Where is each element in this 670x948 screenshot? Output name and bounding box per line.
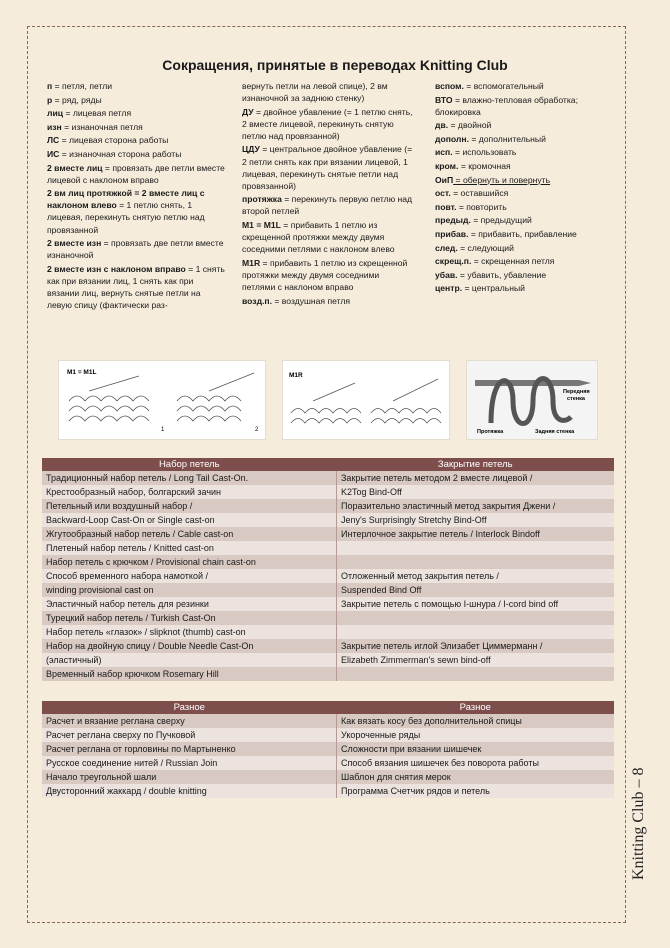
table-cell-right: Как вязать косу без дополнительной спицы bbox=[337, 714, 615, 728]
abbrev-term: предыд. bbox=[435, 215, 471, 226]
abbrev-term: исп. bbox=[435, 147, 453, 158]
abbrev-definition: = лицевая сторона работы bbox=[59, 135, 169, 146]
abbrev-definition: = влажно-тепловая обработка; блокировка bbox=[435, 94, 578, 117]
abbrev-term: ОиП bbox=[435, 174, 454, 185]
illus-label-m1r: M1R bbox=[289, 372, 303, 379]
abbrev-entry bbox=[47, 263, 227, 311]
abbrev-entry bbox=[47, 187, 227, 235]
abbrev-term: ост. bbox=[435, 188, 451, 199]
abbrev-entry bbox=[435, 174, 605, 186]
table-cell-right: K2Tog Bind-Off bbox=[337, 485, 615, 499]
table2-header-right: Разное bbox=[337, 701, 615, 714]
table-cell-left: Набор на двойную спицу / Double Needle Cast-On bbox=[42, 639, 337, 653]
abbrev-definition: = двойное убавление (= 1 петлю снять, 2 вместе лицевой, перекинуть снятую петлю над провязанной) bbox=[242, 106, 413, 141]
abbrev-column-3 bbox=[435, 80, 605, 296]
table-row bbox=[42, 653, 614, 667]
abbrev-definition: = дополнительный bbox=[468, 133, 546, 144]
table-cell-right bbox=[337, 667, 615, 681]
table-cell-left: Начало треугольной шали bbox=[42, 770, 337, 784]
abbrev-entry bbox=[242, 257, 414, 293]
table-row bbox=[42, 784, 614, 798]
abbrev-term: дополн. bbox=[435, 133, 469, 144]
table-row bbox=[42, 597, 614, 611]
abbrev-term: M1 = M1L bbox=[242, 220, 281, 231]
table-cell-right: Jeny's Surprisingly Stretchy Bind-Off bbox=[337, 513, 615, 527]
abbrev-definition: = следующий bbox=[457, 242, 514, 253]
table-cell-right: Отложенный метод закрытия петель / bbox=[337, 569, 615, 583]
table2-header-left: Разное bbox=[42, 701, 337, 714]
table-row bbox=[42, 667, 614, 681]
table-cell-left: Традиционный набор петель / Long Tail Cast-On. bbox=[42, 471, 337, 485]
abbrev-entry bbox=[435, 255, 605, 267]
abbrev-definition: = использовать bbox=[452, 147, 517, 158]
table-cell-left: Расчет и вязание реглана сверху bbox=[42, 714, 337, 728]
abbrev-entry bbox=[435, 201, 605, 213]
abbrev-entry bbox=[242, 143, 414, 191]
table-cell-right: Закрытие петель методом 2 вместе лицевой / bbox=[337, 471, 615, 485]
abbrev-term: убав. bbox=[435, 269, 458, 280]
table1-header-left: Набор петель bbox=[42, 458, 337, 471]
abbrev-term: возд.п. bbox=[242, 295, 272, 306]
abbrev-definition: = воздушная петля bbox=[272, 295, 351, 306]
abbrev-definition: = центральный bbox=[462, 283, 525, 294]
abbrev-entry bbox=[242, 219, 414, 255]
abbrev-entry bbox=[435, 187, 605, 199]
table-cell-right: Способ вязания шишечек без поворота работы bbox=[337, 756, 615, 770]
table-cell-left: winding provisional cast on bbox=[42, 583, 337, 597]
abbrev-definition: = лицевая петля bbox=[63, 108, 132, 119]
abbrev-term: ЦДУ bbox=[242, 144, 260, 155]
table-row bbox=[42, 639, 614, 653]
abbrev-definition: = провязать две петли вместе лицевой с наклоном вправо bbox=[47, 162, 225, 185]
abbrev-term: след. bbox=[435, 242, 458, 253]
table-cell-left: Турецкий набор петель / Turkish Cast-On bbox=[42, 611, 337, 625]
abbrev-entry bbox=[47, 162, 227, 186]
table-row bbox=[42, 555, 614, 569]
abbrev-term: повт. bbox=[435, 201, 457, 212]
abbrev-definition: = изнаночная петля bbox=[61, 121, 143, 132]
abbrev-term: 2 вместе лиц bbox=[47, 162, 103, 173]
abbrev-definition: = ряд, ряды bbox=[52, 94, 102, 105]
abbrev-entry bbox=[242, 80, 414, 104]
table-cell-left: Расчет реглана сверху по Пучковой bbox=[42, 728, 337, 742]
illustration-stitch-walls bbox=[466, 360, 598, 440]
abbrev-definition: = провязать две петли вместе изнаночной bbox=[47, 238, 224, 261]
table-cell-left: Набор петель «глазок» / slipknot (thumb) cast-on bbox=[42, 625, 337, 639]
abbrev-entry bbox=[435, 228, 605, 240]
illus-label-m1l: M1 = M1L bbox=[67, 369, 97, 376]
illus-needle-label: Протяжка bbox=[477, 429, 504, 435]
abbrev-column-1 bbox=[47, 80, 227, 313]
abbrev-term: ЛС bbox=[47, 135, 60, 146]
abbrev-definition: = петля, петли bbox=[52, 81, 113, 91]
abbrev-entry bbox=[435, 214, 605, 226]
abbrev-term: изн bbox=[47, 121, 62, 132]
illus-back-wall: Задняя стенка bbox=[535, 429, 575, 435]
side-page-label: Knitting Club – 8 bbox=[630, 767, 647, 880]
table-row bbox=[42, 583, 614, 597]
table-cell-right: Закрытие петель с помощью I-шнура / I-cord bind off bbox=[337, 597, 615, 611]
abbrev-definition: = 1 петлю снять, 1 лицевая, перекинуть снятую петлю над провязанной bbox=[47, 200, 205, 235]
table-cell-right: Сложности при вязании шишечек bbox=[337, 742, 615, 756]
table-row bbox=[42, 611, 614, 625]
table-cell-right: Интерлочное закрытие петель / Interlock Bindoff bbox=[337, 527, 615, 541]
abbrev-term: протяжка bbox=[242, 194, 282, 205]
abbrev-definition: = прибавить 1 петлю из скрещенной протяжки между двумя соседними петлями с наклоном вправо bbox=[242, 257, 408, 292]
abbrev-definition: = изнаночная сторона работы bbox=[59, 148, 182, 159]
table-cell-right bbox=[337, 611, 615, 625]
table-cell-left: Плетеный набор петель / Knitted cast-on bbox=[42, 541, 337, 555]
abbrev-definition: = скрещенная петля bbox=[471, 256, 555, 267]
table-row bbox=[42, 714, 614, 728]
abbrev-entry bbox=[47, 107, 227, 119]
illus-front-wall-1: Передняя bbox=[563, 389, 590, 395]
misc-table bbox=[42, 701, 614, 798]
abbrev-definition: = прибавить, прибавление bbox=[468, 229, 577, 240]
table-row bbox=[42, 770, 614, 784]
abbrev-term: п bbox=[47, 81, 53, 91]
abbrev-entry bbox=[435, 80, 605, 92]
abbrev-entry bbox=[435, 133, 605, 145]
table-cell-right bbox=[337, 625, 615, 639]
table-row bbox=[42, 569, 614, 583]
abbrev-definition: = перекинуть первую петлю над второй петлей bbox=[242, 194, 413, 217]
abbrev-column-2 bbox=[242, 80, 414, 308]
abbrev-entry bbox=[435, 269, 605, 281]
abbrev-entry bbox=[47, 121, 227, 133]
abbrev-definition: = центральное двойное убавление (= 2 петли снять как при вязании лицевой, 1 лицевая, перекинуть снятые петли над провязанной) bbox=[242, 144, 413, 191]
table-row bbox=[42, 541, 614, 555]
table-cell-right: Поразительно эластичный метод закрытия Джени / bbox=[337, 499, 615, 513]
abbrev-definition: вернуть петли на левой спице), 2 вм изнаночной за заднюю стенку) bbox=[242, 81, 388, 104]
table-row bbox=[42, 625, 614, 639]
abbrev-term: прибав. bbox=[435, 229, 469, 240]
abbrev-term: M1R bbox=[242, 257, 261, 268]
table-cell-left: Крестообразный набор, болгарский зачин bbox=[42, 485, 337, 499]
abbrev-entry bbox=[435, 282, 605, 294]
table-row bbox=[42, 485, 614, 499]
abbrev-entry bbox=[435, 242, 605, 254]
table-row bbox=[42, 742, 614, 756]
abbrev-entry bbox=[242, 295, 414, 307]
table-row bbox=[42, 728, 614, 742]
abbrev-entry bbox=[435, 94, 605, 118]
table-row bbox=[42, 527, 614, 541]
abbrev-entry bbox=[435, 160, 605, 172]
table-cell-left: Русское соединение нитей / Russian Join bbox=[42, 756, 337, 770]
abbrev-entry bbox=[435, 119, 605, 131]
abbrev-term: центр. bbox=[435, 283, 463, 294]
abbrev-term: ДУ bbox=[242, 106, 254, 117]
table-row bbox=[42, 499, 614, 513]
abbrev-term: ИС bbox=[47, 148, 60, 159]
abbrev-entry bbox=[435, 146, 605, 158]
abbrev-term: кром. bbox=[435, 161, 459, 172]
abbrev-entry bbox=[242, 106, 414, 142]
table-cell-right bbox=[337, 555, 615, 569]
abbrev-entry bbox=[47, 80, 227, 92]
abbrev-definition: = убавить, убавление bbox=[457, 269, 547, 280]
table-cell-right: Укороченные ряды bbox=[337, 728, 615, 742]
abbrev-entry bbox=[47, 134, 227, 146]
abbrev-term: р bbox=[47, 94, 53, 105]
table-cell-left: Способ временного набора намоткой / bbox=[42, 569, 337, 583]
table-row bbox=[42, 756, 614, 770]
abbrev-definition: = двойной bbox=[448, 120, 492, 131]
abbrev-entry bbox=[47, 237, 227, 261]
illus-front-wall-2: стенка bbox=[567, 396, 585, 402]
abbrev-definition: = 1 снять как при вязании лиц, 1 снять как при вязании лиц, вернуть снятые петли на левую спицу (фактически раз- bbox=[47, 263, 225, 311]
abbrev-definition: = прибавить 1 петлю из скрещенной протяжки между двумя соседними петлями с наклоном влево bbox=[242, 220, 395, 255]
page-title: Сокращения, принятые в переводах Knitting Club bbox=[162, 57, 508, 73]
abbrev-term: вспом. bbox=[435, 81, 464, 91]
abbrev-definition: = оставшийся bbox=[450, 188, 509, 199]
abbrev-definition: = вспомогательный bbox=[463, 81, 544, 91]
abbrev-term: скрещ.п. bbox=[435, 256, 472, 267]
table-cell-right: Suspended Bind Off bbox=[337, 583, 615, 597]
cast-on-bind-off-table bbox=[42, 458, 614, 681]
table-cell-right: Шаблон для снятия мерок bbox=[337, 770, 615, 784]
illustration-m1r bbox=[282, 360, 450, 440]
table-cell-right bbox=[337, 541, 615, 555]
table-cell-left: Эластичный набор петель для резинки bbox=[42, 597, 337, 611]
table-cell-right: Закрытие петель иглой Элизабет Циммерманн / bbox=[337, 639, 615, 653]
table-cell-left: Петельный или воздушный набор / bbox=[42, 499, 337, 513]
abbrev-definition: = предыдущий bbox=[470, 215, 532, 226]
abbrev-definition: = кромочная bbox=[458, 161, 511, 172]
abbrev-definition: = повторить bbox=[456, 201, 507, 212]
table-cell-right: Программа Счетчик рядов и петель bbox=[337, 784, 615, 798]
abbrev-entry bbox=[47, 148, 227, 160]
table1-header-right: Закрытие петель bbox=[337, 458, 615, 471]
abbrev-entry bbox=[47, 94, 227, 106]
abbrev-term: 2 вместе изн с наклоном вправо bbox=[47, 263, 186, 274]
table-cell-left: Двусторонний жаккард / double knitting bbox=[42, 784, 337, 798]
abbrev-term: лиц bbox=[47, 108, 64, 119]
table-cell-left: (эластичный) bbox=[42, 653, 337, 667]
table-cell-right: Elizabeth Zimmerman's sewn bind-off bbox=[337, 653, 615, 667]
abbrev-term: 2 вместе изн bbox=[47, 238, 102, 249]
abbrev-term: ВТО bbox=[435, 94, 453, 105]
table-cell-left: Расчет реглана от горловины по Мартыненко bbox=[42, 742, 337, 756]
illus-num-1: 1 bbox=[161, 427, 165, 433]
table-cell-left: Backward-Loop Cast-On or Single cast-on bbox=[42, 513, 337, 527]
illus-num-2: 2 bbox=[255, 427, 259, 433]
table-row bbox=[42, 471, 614, 485]
table-cell-left: Временный набор крючком Rosemary Hill bbox=[42, 667, 337, 681]
table-cell-left: Жгутообразный набор петель / Cable cast-on bbox=[42, 527, 337, 541]
illustration-m1l bbox=[58, 360, 266, 440]
abbrev-entry bbox=[242, 193, 414, 217]
table-cell-left: Набор петель с крючком / Provisional chain cast-on bbox=[42, 555, 337, 569]
abbrev-term: дв. bbox=[435, 120, 449, 131]
abbrev-term: 2 вм лиц протяжкой = 2 вместе лиц с наклоном влево bbox=[47, 188, 205, 211]
table-row bbox=[42, 513, 614, 527]
abbrev-definition: = обернуть и повернуть bbox=[453, 174, 551, 185]
